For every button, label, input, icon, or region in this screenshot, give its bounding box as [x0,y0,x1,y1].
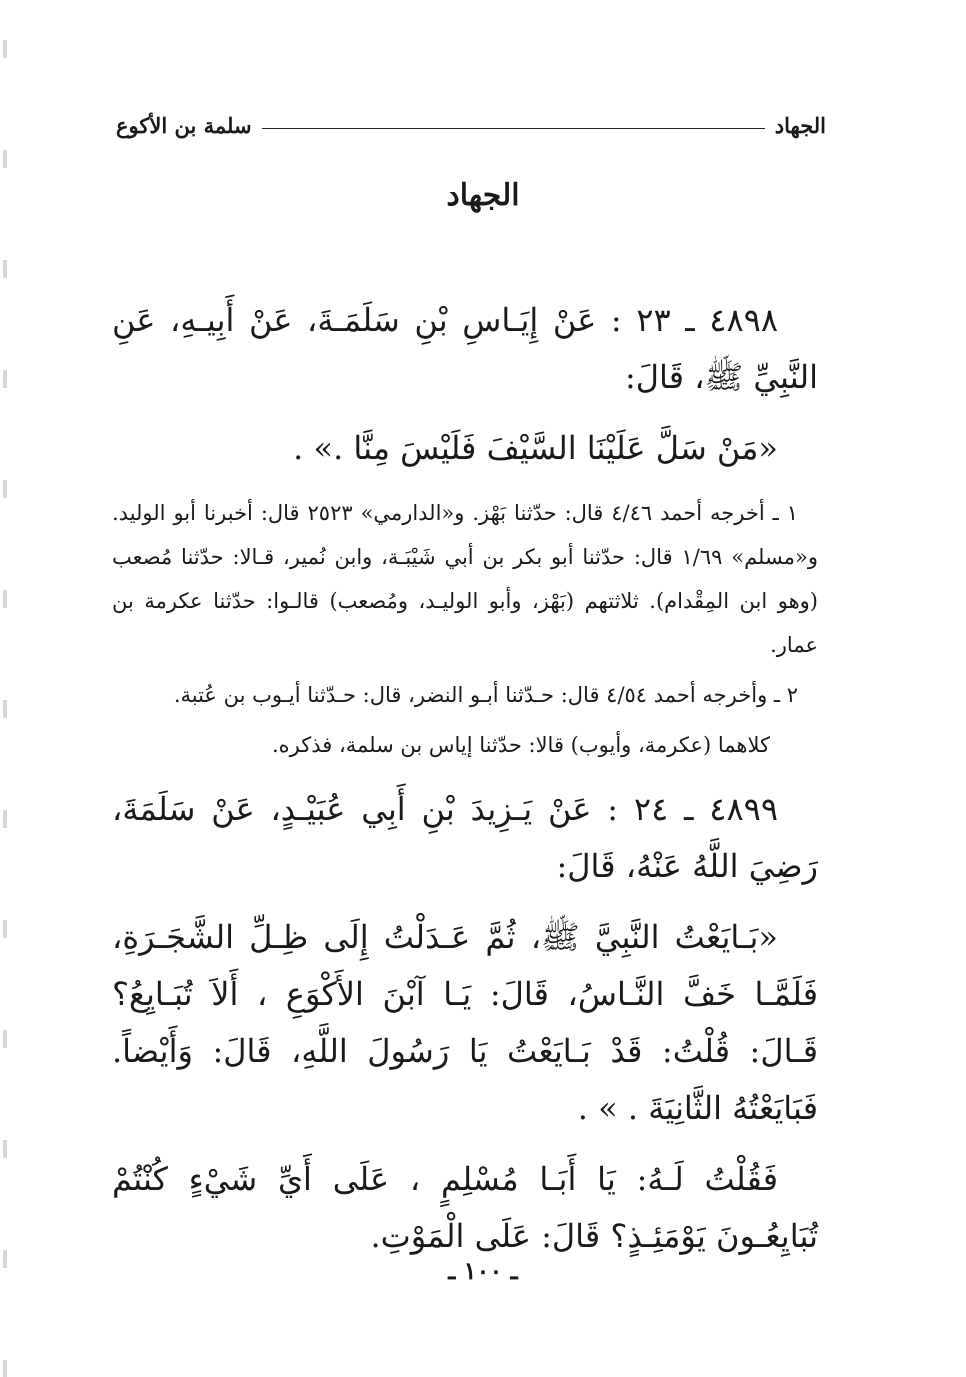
takhrij-note: ٢ ـ وأخرجه أحمد ٤/٥٤ قال: حـدّثنا أبـو النضر، قال: حـدّثنا أيـوب بن عُتبة. [173,683,798,707]
hadith-intro: ٤٨٩٨ ـ ٢٣ : عَنْ إِيَـاسِ بْنِ سَلَمَـةَ، عَنْ أَبِيـهِ، عَنِ النَّبِيِّ ﷺ، قَالَ: [112,301,818,396]
header-companion-name: سلمة بن الأكوع [116,112,252,138]
running-header [116,108,826,142]
chapter-title: الجهاد [446,178,520,213]
hadith-text: فَقُلْتُ لَـهُ: يَا أَبَـا مُسْلِمٍ ، عَلَى أَيِّ شَيْءٍ كُنْتُمْ تُبَايِعُـونَ يَوْمَئِـذٍ؟ قَالَ: عَلَى الْمَوْتِ. [112,1160,818,1255]
hadith-text: «مَنْ سَلَّ عَلَيْنَا السَّيْفَ فَلَيْسَ مِنَّا .» . [293,429,778,467]
takhrij-note: ١ ـ أخرجه أحمد ٤/٤٦ قال: حدّثنا بَهْز. و«الدارمي» ٢٥٢٣ قال: أخبرنا أبو الوليد. و«مسلم» ١/٦٩ قال: حدّثنا أبو بكر بن أبي شَيْبَـة، وابن نُمير، قـالا: حدّثنا مُصعب (وهو ابن المِقْدام). ثلاثتهم (بَهْز، وأبو الوليـد، ومُصعب) قالـوا: حدّثنا عكرمة بن عمار. [112,501,818,657]
header-rule [262,128,765,129]
hadith-intro: ٤٨٩٩ ـ ٢٤ : عَنْ يَـزِيدَ بْنِ أَبِي عُبَيْـدٍ، عَنْ سَلَمَةَ، رَضِيَ اللَّهُ عَنْهُ، قَالَ: [112,790,818,885]
page-body [112,292,818,1279]
header-chapter-title: الجهاد [774,112,826,138]
page-number: ـ ١٠٠ ـ [448,1256,518,1285]
hadith-text: «بَـايَعْتُ النَّبِيَّ ﷺ، ثُمَّ عَـدَلْتُ إِلَى ظِـلِّ الشَّجَـرَةِ، فَلَمَّـا خَفَّ النَّـاسُ، قَالَ: يَـا آبْنَ الأَكْوَعِ ، أَلاَ تُبَـايِعُ؟ قَـالَ: قُلْتُ: قَدْ بَـايَعْتُ يَا رَسُولَ اللَّهِ، قَالَ: وَأَيْضاً. فَبَايَعْتُهُ الثَّانِيَةَ . » . [112,918,818,1127]
takhrij-summary: كلاهما (عكرمة، وأيوب) قالا: حدّثنا إياس بن سلمة، فذكره. [271,733,770,757]
